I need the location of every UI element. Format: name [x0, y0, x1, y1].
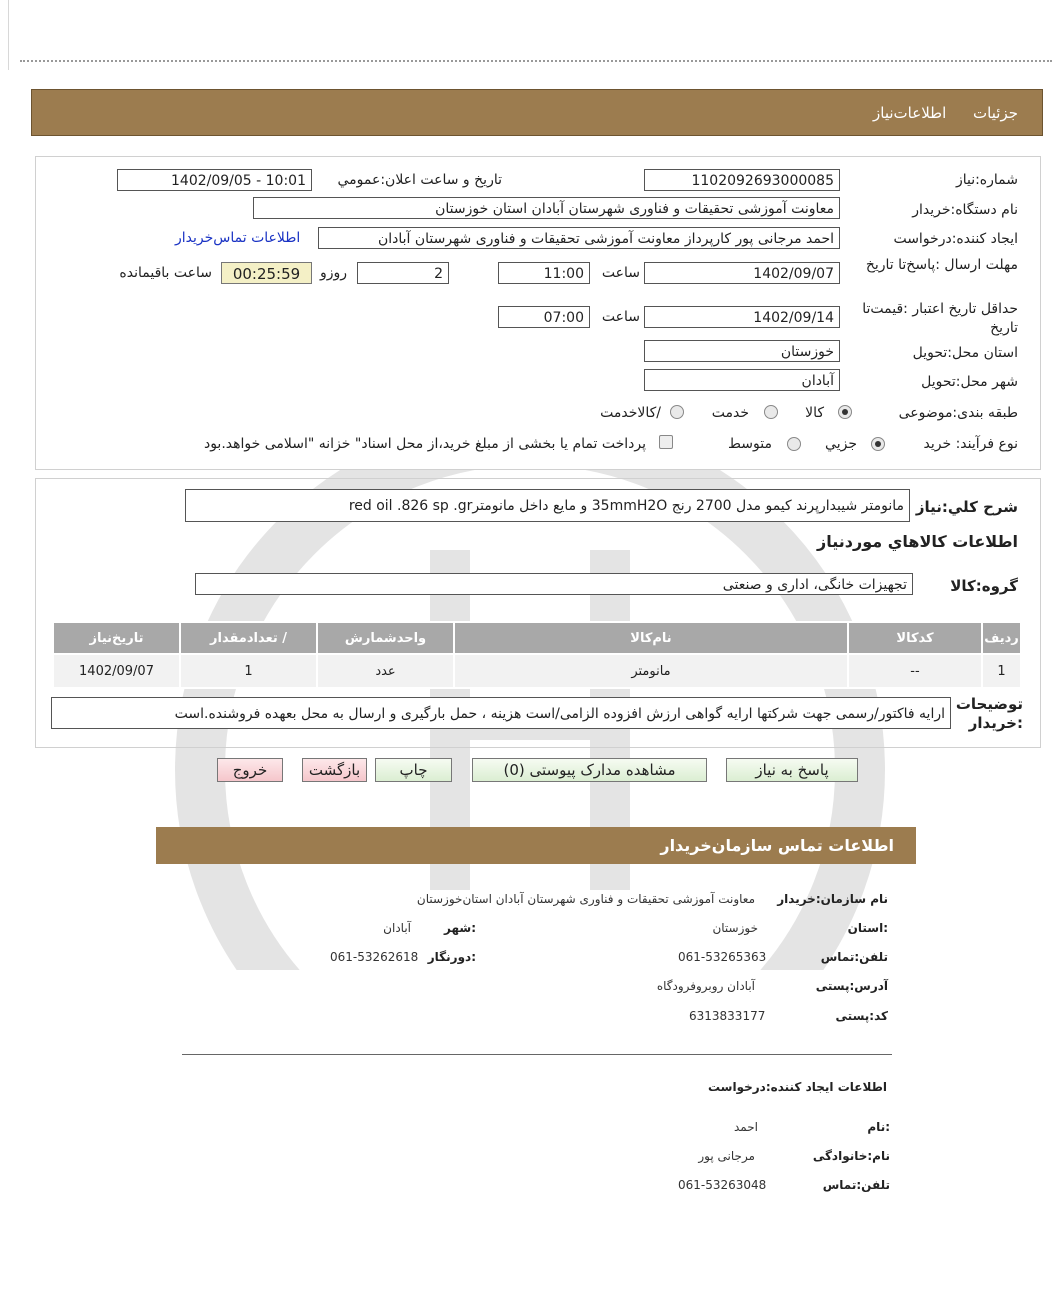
- contact-postal-value: 6313833177: [689, 1009, 766, 1023]
- process-label: نوع فرآیند: خرید: [923, 436, 1018, 452]
- creator-name-label: :نام: [867, 1120, 890, 1134]
- days-field: 2: [357, 262, 449, 284]
- contact-province-value: خوزستان: [712, 921, 758, 935]
- deadline-time-field: 11:00: [498, 262, 590, 284]
- validity-label: حداقل تاریخ اعتبار :قیمت‌تا تاریخ: [862, 301, 1018, 336]
- buyer-contact-header: [156, 827, 916, 864]
- creator-family-value: مرجانی پور: [698, 1149, 755, 1163]
- days-label: روزو: [319, 265, 347, 281]
- col-quantity: / تعدادمقدار: [180, 622, 317, 654]
- table-row: [53, 654, 1021, 688]
- remaining-time: 00:25:59: [221, 262, 312, 284]
- province-field: خوزستان: [644, 340, 840, 362]
- validity-date-field: 1402/09/14: [644, 306, 840, 328]
- cell-code: --: [848, 654, 982, 688]
- category-radio-service[interactable]: [764, 405, 778, 419]
- col-date: تاریخ‌نیاز: [53, 622, 180, 654]
- treasury-payment-note: پرداخت تمام یا بخشی از مبلغ خرید،از محل اسناد" خزانه "اسلامی خواهد.بود: [203, 436, 646, 452]
- deadline-label: مهلت ارسال :پاسخ‌تا تاریخ: [865, 257, 1018, 273]
- items-table: [52, 621, 1022, 689]
- process-radio-small[interactable]: [871, 437, 885, 451]
- process-medium-label: متوسط: [728, 436, 772, 452]
- remaining-label: ساعت باقیمانده: [119, 265, 212, 281]
- city-label: شهر محل:تحویل: [921, 374, 1018, 390]
- buyer-notes-label: توضیحات :خریدار: [955, 695, 1023, 732]
- treasury-payment-checkbox[interactable]: [659, 435, 673, 449]
- buyer-contact-title: اطلاعات تماس سازمان‌خریدار: [660, 836, 894, 855]
- creator-phone-label: تلفن:تماس: [822, 1178, 890, 1192]
- goods-info-title: اطلاعات کالاهاي موردنياز: [817, 532, 1018, 551]
- process-small-label: جزیي: [825, 436, 857, 452]
- col-code: کدکالا: [848, 622, 982, 654]
- view-attachments-button[interactable]: مشاهده مدارک پیوستی (0): [472, 758, 707, 782]
- contact-city-value: آبادان: [383, 921, 411, 935]
- left-border-line: [8, 0, 9, 70]
- province-label: استان محل:تحویل: [912, 345, 1018, 361]
- contact-city-label: :شهر: [444, 921, 476, 935]
- announce-label: تاریخ و ساعت اعلان:عمومي: [337, 172, 502, 188]
- need-number-label: شماره:نیاز: [955, 172, 1018, 188]
- creator-name-value: احمد: [734, 1120, 758, 1134]
- exit-button[interactable]: خروج: [217, 758, 283, 782]
- buyer-org-label: نام دستگاه:خریدار: [912, 202, 1018, 218]
- org-name-value: معاونت آموزشی تحقیقات و فناوری شهرستان آبادان استان‌خوزستان: [416, 892, 755, 906]
- items-table-header: [53, 622, 1021, 654]
- creator-label: ایجاد کننده:درخواست: [893, 231, 1018, 247]
- tab-need-info[interactable]: اطلاعات‌نياز: [873, 104, 947, 122]
- contact-address-label: آدرس:پستی: [815, 979, 888, 993]
- deadline-date-field: 1402/09/07: [644, 262, 840, 284]
- category-label: طبقه بندی:موضوعی: [898, 405, 1018, 421]
- validity-time-label: ساعت: [601, 309, 640, 325]
- category-goods-service-label: /کالاخدمت: [600, 405, 661, 421]
- goods-group-field: تجهیزات خانگی، اداری و صنعتی: [195, 573, 913, 595]
- contact-postal-label: کد:پستی: [835, 1009, 888, 1023]
- org-name-label: نام سازمان:خریدار: [777, 892, 888, 906]
- goods-group-label: گروه:کالا: [950, 577, 1018, 595]
- category-goods-label: کالا: [805, 405, 824, 421]
- contact-phone-value: 061-53265363: [678, 950, 767, 964]
- cell-unit: عدد: [317, 654, 454, 688]
- cell-date: 1402/09/07: [53, 654, 180, 688]
- summary-field: مانومتر شیبدارپرند کیمو مدل 2700 رنج 35mmH2O و مایع داخل مانومترred oil .826 sp .gr: [185, 489, 910, 522]
- contact-province-label: :استان: [847, 921, 888, 935]
- creator-info-title: اطلاعات ایجاد کننده:درخواست: [707, 1080, 887, 1094]
- summary-label: شرح کلي:نیاز: [915, 498, 1018, 516]
- cell-row: 1: [982, 654, 1021, 688]
- dotted-separator: [20, 60, 1052, 62]
- page-header: [31, 89, 1043, 136]
- col-row: رديف: [982, 622, 1021, 654]
- creator-field: احمد مرجانی پور کارپرداز معاونت آموزشی تحقیقات و فناوری شهرستان آبادان: [318, 227, 840, 249]
- header-tabs: [851, 104, 1018, 122]
- cell-quantity: 1: [180, 654, 317, 688]
- contact-fax-value: 061-53262618: [330, 950, 419, 964]
- col-unit: واحدشمارش: [317, 622, 454, 654]
- buyer-contact-link[interactable]: اطلاعات تماس‌خریدار: [175, 230, 301, 246]
- reply-button[interactable]: پاسخ به نیاز: [726, 758, 858, 782]
- category-radio-goods[interactable]: [838, 405, 852, 419]
- validity-time-field: 07:00: [498, 306, 590, 328]
- buyer-notes-field: ارایه فاکتور/رسمی جهت شرکتها ارایه گواهی ارزش افزوده الزامی/است هزینه ، حمل بارگیری و ارسال به محل بعهده فروشنده.است: [51, 697, 951, 729]
- contact-divider: [182, 1054, 892, 1055]
- category-service-label: خدمت: [711, 405, 749, 421]
- need-number-field: 1102092693000085: [644, 169, 840, 191]
- contact-fax-label: :دورنگار: [427, 950, 476, 964]
- contact-phone-label: تلفن:تماس: [820, 950, 888, 964]
- col-name: نام‌کالا: [454, 622, 848, 654]
- city-field: آبادان: [644, 369, 840, 391]
- category-radio-goods-service[interactable]: [670, 405, 684, 419]
- deadline-time-label: ساعت: [601, 265, 640, 281]
- buyer-org-field: معاونت آموزشی تحقیقات و فناوری شهرستان آبادان استان خوزستان: [253, 197, 840, 219]
- print-button[interactable]: چاپ: [375, 758, 452, 782]
- creator-phone-value: 061-53263048: [678, 1178, 767, 1192]
- back-button[interactable]: بازگشت: [302, 758, 367, 782]
- tab-details[interactable]: جزئيات: [973, 104, 1018, 122]
- contact-address-value: آبادان روبروفرودگاه: [656, 979, 755, 993]
- announce-field: 1402/09/05 - 10:01: [117, 169, 312, 191]
- cell-name: مانومتر: [454, 654, 848, 688]
- process-radio-medium[interactable]: [787, 437, 801, 451]
- creator-family-label: نام:خانوادگی: [812, 1149, 890, 1163]
